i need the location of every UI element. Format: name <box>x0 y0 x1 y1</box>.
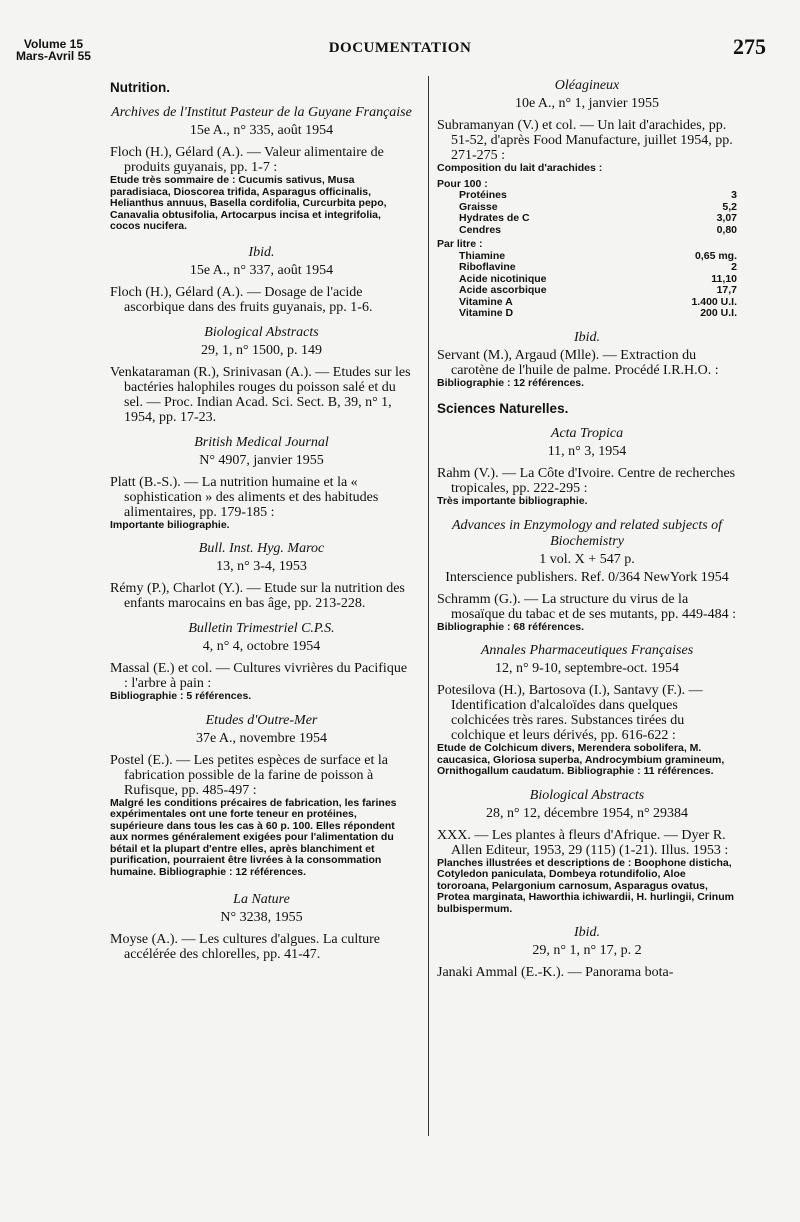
journal-issue: 28, n° 12, décembre 1954, n° 29384 <box>485 805 689 821</box>
table-cell-value: 3 <box>731 189 737 201</box>
entry-note: Etude très sommaire de : Cucumis sativus, Musa paradisiaca, Dioscorea trifida, Asparagus officinalis, Helianthus annuus, Basella cordifolia, Curcurbita pepo, Canavalia obtusifolia, Artocarpus incisa et integrifolia, cocos nucifera. <box>110 174 387 232</box>
right-column <box>437 78 737 980</box>
table-cell-name: Riboflavine <box>459 261 516 273</box>
journal-issue: 15e A., n° 335, août 1954 <box>189 123 334 138</box>
entry-note: Etude de Colchicum divers, Merendera sobolifera, M. caucasica, Gloriosa superba, Androcymbium gramineum, Ornithogallum caudatum. Bibliographie : 11 références. <box>437 742 725 777</box>
journal-title: Acta Tropica <box>550 426 624 441</box>
entry-note: Bibliographie : 12 références. <box>437 376 585 389</box>
journal-title: Bulletin Trimestriel C.P.S. <box>188 621 335 636</box>
table-cell-name: Acide nicotinique <box>459 272 547 285</box>
journal-title: Biological Abstracts <box>204 324 319 340</box>
period-label: Mars-Avril 55 <box>16 49 91 63</box>
table-cell-value: 200 U.I. <box>700 307 737 319</box>
volume-label: Volume 15 <box>23 37 84 51</box>
journal-title: La Nature <box>233 892 290 907</box>
composition-table <box>437 190 737 236</box>
journal-block <box>110 541 413 611</box>
bibliographic-entry: Rahm (V.). — La Côte d'Ivoire. Centre de recherches tropicales, pp. 222-295 : <box>437 466 736 496</box>
journal-block <box>437 788 737 916</box>
journal-title: Bull. Inst. Hyg. Maroc <box>198 541 325 556</box>
journal-title: Etudes d'Outre-Mer <box>205 712 318 728</box>
journal-title: Biological Abstracts <box>529 787 645 803</box>
bibliographic-entry: Schramm (G.). — La structure du virus de la mosaïque du tabac et de ses mutants, pp. 449-484 : <box>437 591 736 622</box>
table-row <box>437 308 737 320</box>
table-cell-name: Vitamine D <box>459 307 514 319</box>
table-cell-value: 1.400 U.I. <box>691 295 737 308</box>
table-cell-value: 3,07 <box>716 212 737 224</box>
journal-title: British Medical Journal <box>194 434 329 450</box>
journal-block <box>437 78 737 320</box>
page-number: 275 <box>733 34 766 59</box>
entry-note: Très importante bibliographie. <box>437 495 588 507</box>
running-title: DOCUMENTATION <box>328 40 472 56</box>
journal-block <box>437 426 737 508</box>
journal-title: Ibid. <box>248 244 275 260</box>
journal-title: Oléagineux <box>554 78 620 93</box>
composition-table <box>437 251 737 320</box>
table-row <box>437 262 737 274</box>
bibliographic-entry: Rémy (P.), Charlot (Y.). — Etude sur la nutrition des enfants marocains en bas âge, pp. 213-228. <box>110 581 405 611</box>
bibliographic-entry: Potesilova (H.), Bartosova (I.), Santavy (F.). — Identification d'alcaloïdes dans quelques colchicées très rares. Substances tirées du colchique et leurs dérivés, pp. 616-622 : <box>437 683 703 743</box>
table-cell-value: 5,2 <box>722 200 737 213</box>
journal-block <box>110 892 413 962</box>
table-row <box>437 225 737 237</box>
journal-publisher: Interscience publishers. Ref. 0/364 NewYork 1954 <box>445 569 729 585</box>
journal-issue: 10e A., n° 1, janvier 1955 <box>514 96 660 111</box>
journal-block <box>437 643 737 778</box>
journal-title: Ibid. <box>573 329 601 345</box>
journal-issue: 13, n° 3-4, 1953 <box>216 559 307 574</box>
entry-note: Bibliographie : 68 références. <box>437 620 585 633</box>
bibliographic-entry: Postel (E.). — Les petites espèces de surface et la fabrication possible de la farine de poisson à Rufisque, pp. 485-497 : <box>110 752 388 798</box>
journal-block <box>110 245 413 315</box>
bibliographic-entry: Servant (M.), Argaud (Mlle). — Extraction du carotène de l'huile de palme. Procédé I.R.H.O. : <box>437 347 719 378</box>
journal-issue: 11, n° 3, 1954 <box>547 444 627 459</box>
table-cell-name: Vitamine A <box>459 295 513 308</box>
journal-title: Advances in Enzymology and related subjects of Biochemistry <box>451 517 723 549</box>
table-cell-name: Acide ascorbique <box>459 284 547 296</box>
journal-issue: N° 4907, janvier 1955 <box>199 452 324 468</box>
entry-note: Importante biliographie. <box>110 518 230 531</box>
bibliographic-entry: Platt (B.-S.). — La nutrition humaine et la « sophistication » des aliments et des habitudes alimentaires, pp. 179-185 : <box>110 474 379 520</box>
journal-block <box>110 325 413 425</box>
table-cell-name: Protéines <box>459 189 507 201</box>
journal-block <box>110 435 413 532</box>
table-row <box>437 213 737 225</box>
entry-note: Malgré les conditions précaires de fabrication, les farines expérimentales ont une forte teneur en protéines, supérieure dans tous les cas à 60 p. 100. Elles répondent aux normes généralement exigées pour l'alimentation du bétail et la plupart d'entre elles, après blanchiment et purification, pourraient être livrées à la consommation humaine. Bibliographie : 12 références. <box>110 796 397 878</box>
journal-issue: 1 vol. X + 547 p. <box>539 551 635 567</box>
journal-issue: N° 3238, 1955 <box>220 910 303 925</box>
journal-block <box>437 518 737 634</box>
table-row <box>437 190 737 202</box>
table-cell-name: Cendres <box>459 223 502 236</box>
journal-block <box>110 713 413 879</box>
table-cell-value: 0,65 mg. <box>694 249 737 262</box>
entry-note: Bibliographie : 5 références. <box>110 690 252 702</box>
journal-issue: 4, n° 4, octobre 1954 <box>202 639 321 654</box>
journal-title: Annales Pharmaceutiques Françaises <box>480 643 694 658</box>
table-cell-value: 11,10 <box>711 272 737 285</box>
bibliographic-entry: Janaki Ammal (E.-K.). — Panorama bota- <box>437 965 674 980</box>
table-cell-name: Hydrates de C <box>459 212 530 224</box>
bibliographic-entry: Floch (H.), Gélard (A.). — Dosage de l'acide ascorbique dans des fruits guyanais, pp. 1-6. <box>110 284 373 315</box>
bibliographic-entry: Venkataraman (R.), Srinivasan (A.). — Etudes sur les bactéries halophiles rouges du poisson salé et du sel. — Proc. Indian Acad. Sci. Sect. B, 39, n° 1, 1954, pp. 17-23. <box>110 364 411 425</box>
journal-title: Ibid. <box>573 925 601 940</box>
journal-block <box>110 621 413 703</box>
table-cell-name: Thiamine <box>459 249 506 262</box>
bibliographic-entry: Subramanyan (V.) et col. — Un lait d'arachides, pp. 51-52, d'après Food Manufacture, juillet 1954, pp. 271-275 : <box>437 118 733 163</box>
table-cell-value: 0,80 <box>716 223 737 236</box>
bibliographic-entry: Floch (H.), Gélard (A.). — Valeur alimentaire de produits guyanais, pp. 1-7 : <box>110 145 384 175</box>
journal-issue: 37e A., novembre 1954 <box>195 730 328 746</box>
composition-group-title: Par litre : <box>437 238 483 250</box>
journal-issue: 29, 1, n° 1500, p. 149 <box>200 342 323 358</box>
left-column <box>110 78 413 962</box>
journal-block <box>110 105 413 233</box>
bibliographic-entry: Massal (E.) et col. — Cultures vivrières du Pacifique : l'arbre à pain : <box>110 661 408 691</box>
section-heading: Sciences Naturelles. <box>437 401 569 416</box>
table-cell-value: 17,7 <box>716 284 737 296</box>
column-divider <box>428 76 429 1136</box>
bibliographic-entry: Moyse (A.). — Les cultures d'algues. La culture accélérée des chlorelles, pp. 41-47. <box>110 932 380 962</box>
entry-note: Planches illustrées et descriptions de : Boophone disticha, Cotyledon paniculata, Dombeya rotundifolio, Aloe tororoana, Pelargonium carnosum, Asparagus ovatus, Protea marginata, Haworthia ichiwardii, H. hurlingii, Crinum bulbispermum. <box>437 856 734 915</box>
section-heading: Nutrition. <box>110 80 170 95</box>
journal-title: Archives de l'Institut Pasteur de la Guyane Française <box>111 105 412 120</box>
journal-issue: 15e A., n° 337, août 1954 <box>189 262 334 278</box>
composition-group-title: Pour 100 : <box>437 177 488 190</box>
bibliographic-entry: XXX. — Les plantes à fleurs d'Afrique. — Dyer R. Allen Editeur, 1953, 29 (115) (1-21). Illus. 1953 : <box>437 827 729 858</box>
entry-note: Composition du lait d'arachides : <box>437 162 603 174</box>
table-cell-name: Graisse <box>459 200 498 213</box>
journal-issue: 12, n° 9-10, septembre-oct. 1954 <box>494 661 680 676</box>
journal-block <box>437 925 737 980</box>
table-row <box>437 285 737 297</box>
table-cell-value: 2 <box>731 261 737 273</box>
journal-block <box>437 330 737 390</box>
journal-issue: 29, n° 1, n° 17, p. 2 <box>532 943 642 958</box>
